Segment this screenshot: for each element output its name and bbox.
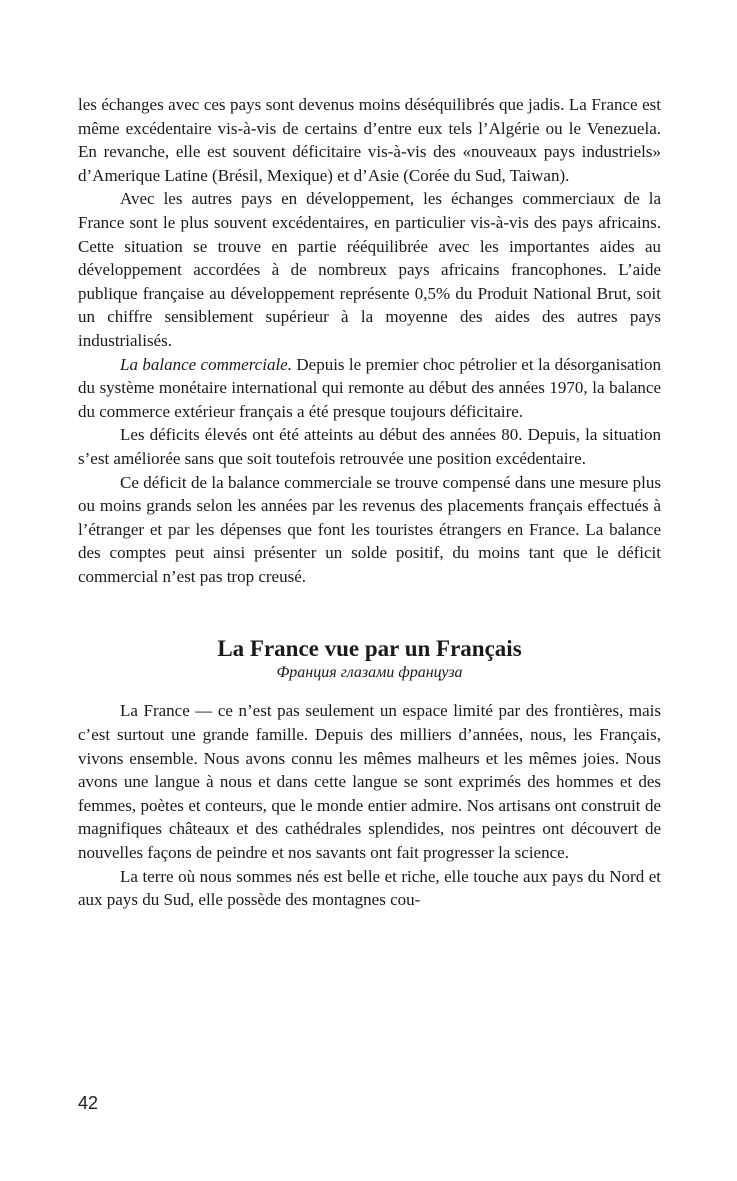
page-number: 42	[78, 1093, 99, 1113]
paragraph-2: Avec les autres pays en développement, les échanges commerciaux de la France sont le plus souvent excédentaires, en particulier vis-à-vis des pays africains. Cette situation se trouve en partie rééquilibrée avec les importantes aides au développement accordées à de nombreux pays africains francophones. L’aide publique française au développement représente 0,5% du Produit National Brut, soit un chiffre sensiblement supérieur à la moyenne des aides des autres pays industrialisés.	[78, 189, 661, 350]
paragraph-3-lead: La balance commerciale.	[120, 354, 292, 374]
paragraph-3-text: Depuis le premier choc pétrolier et la désorganisation du système monétaire international qui remonte au début des années 1970, la balance du commerce extérieur français a été presque toujours déficitaire.	[78, 354, 662, 421]
paragraph-1: les échanges avec ces pays sont devenus moins déséquilibrés que jadis. La France est même excédentaire vis-à-vis de certains d’entre eux tels l’Algérie ou le Venezuela. En revanche, elle est souvent déficitaire vis-à-vis des «nouveaux pays industriels» d’Amerique Latine (Brésil, Mexique) et d’Asie (Corée du Sud, Taiwan).	[78, 95, 661, 185]
paragraph-4: Les déficits élevés ont été atteints au début des années 80. Depuis, la situation s’est améliorée sans que soit toutefois retrouvée une position excédentaire.	[78, 425, 661, 468]
section-title: La France vue par un Français	[217, 636, 522, 662]
paragraph-3	[78, 353, 661, 424]
paragraph-7: La terre où nous sommes nés est belle et riche, elle touche aux pays du Nord et aux pays du Sud, elle possède des montagnes cou-	[78, 866, 661, 910]
section-heading	[78, 635, 661, 683]
section-france-vue	[78, 699, 661, 911]
section-trade-balance	[78, 93, 661, 588]
paragraph-5: Ce déficit de la balance commerciale se trouve compensé dans une mesure plus ou moins grands selon les années par les revenus des placements français effectués à l’étranger et par les dépenses que font les touristes étrangers en France. La balance des comptes peut ainsi présenter un solde positif, du moins tant que le déficit commercial n’est pas trop creusé.	[78, 472, 661, 586]
paragraph-6: La France — ce n’est pas seulement un espace limité par des frontières, mais c’est surtout une grande famille. Depuis des milliers d’années, nous, les Français, vivons ensemble. Nous avons connu les mêmes malheurs et les mêmes joies. Nous avons une langue à nous et dans cette langue se sont exprimés des hommes et des femmes, poètes et conteurs, que le monde entier admire. Nos artisans ont construit de magnifiques châteaux et des cathédrales splendides, nos peintres ont découvert de nouvelles façons de peindre et nos savants ont fait progresser la science.	[78, 701, 661, 863]
section-subtitle: Франция глазами француза	[276, 664, 463, 682]
page-body	[78, 93, 661, 912]
